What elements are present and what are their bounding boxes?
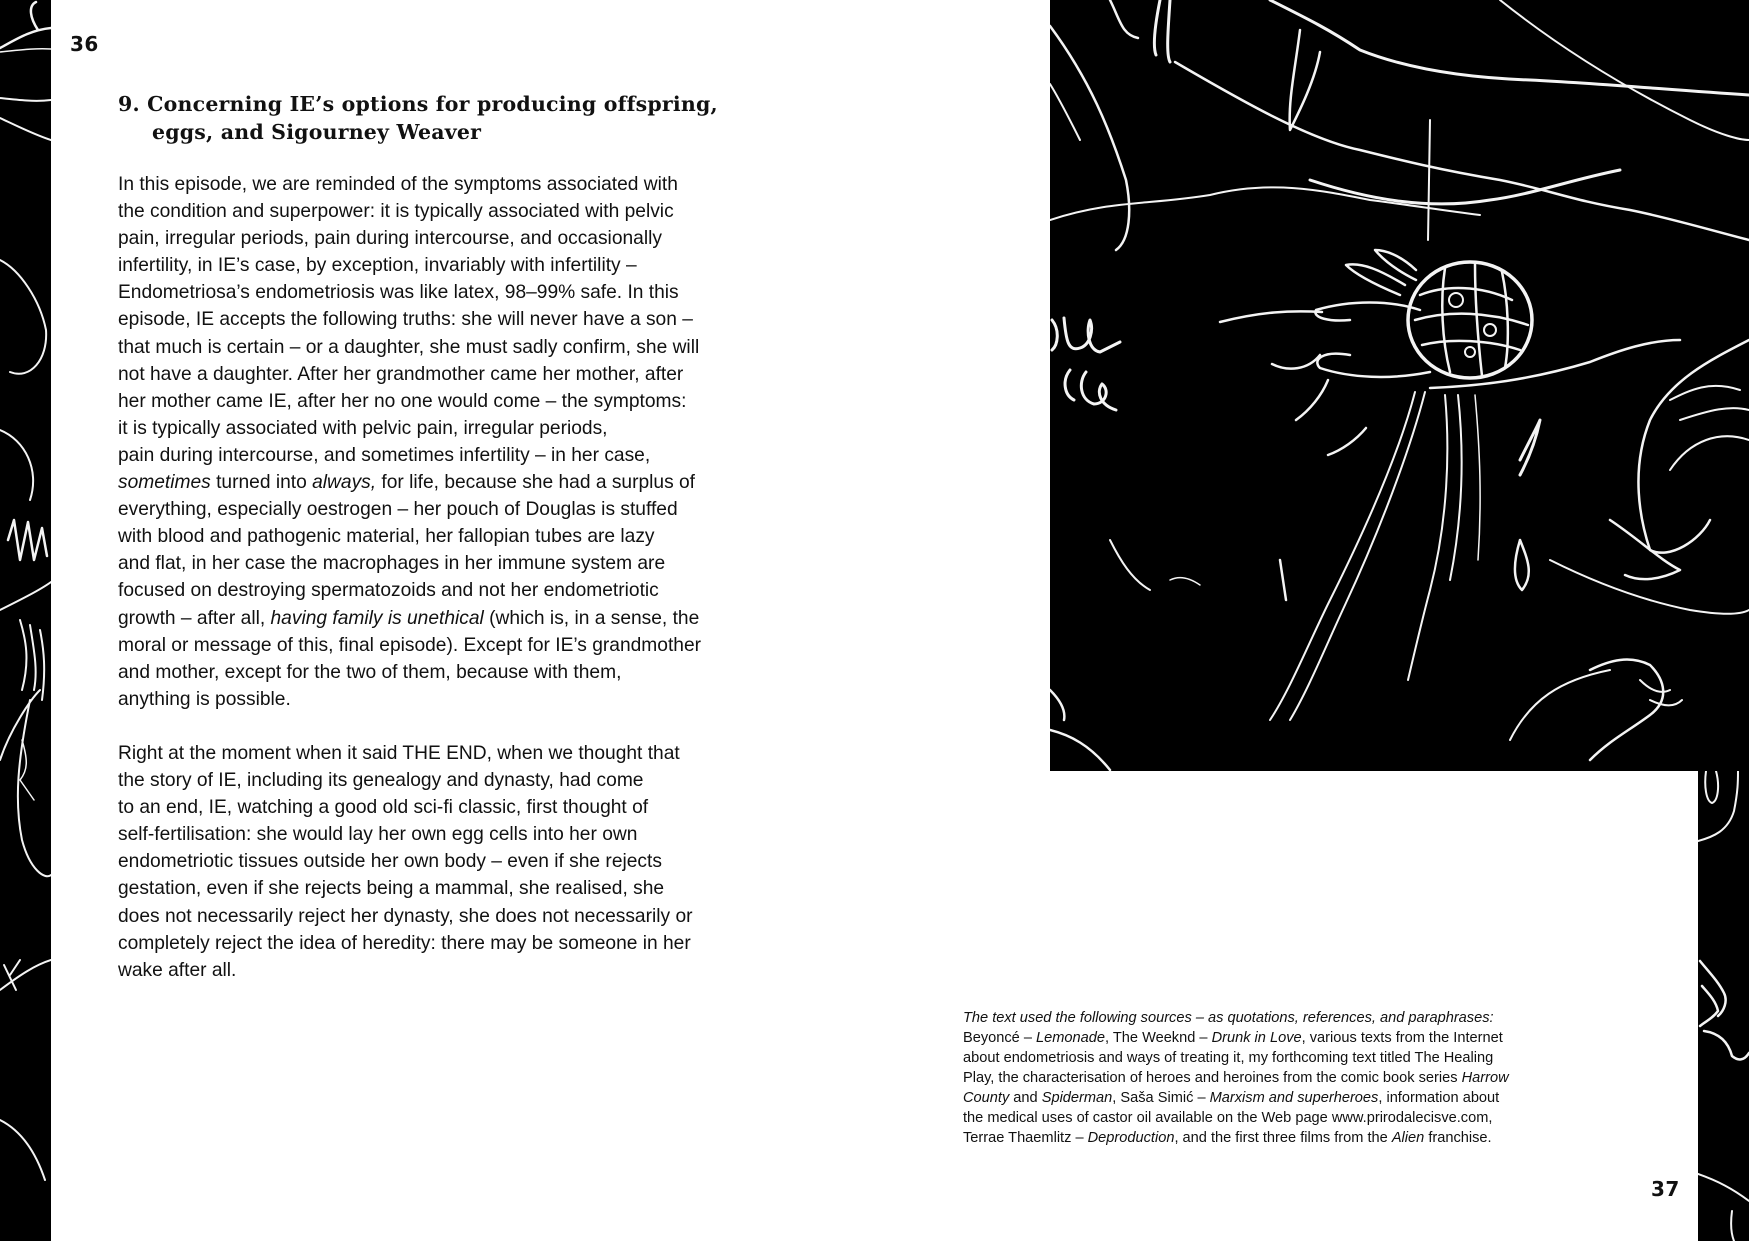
text-run: not have a daughter. After her grandmother came her mother, after (118, 363, 684, 385)
italic-text-run: Spiderman (1041, 1090, 1113, 1106)
body-line (118, 550, 798, 577)
text-run: endometriotic tissues outside her own body – even if she rejects (118, 851, 662, 873)
footnote-line (963, 1108, 1683, 1128)
text-run: infertility, in IE’s case, by exception, invariably with infertility – (118, 255, 637, 277)
body-line (118, 442, 798, 469)
body-line (118, 361, 798, 388)
body-line (118, 252, 798, 279)
text-run: and mother, except for the two of them, because with them, (118, 661, 622, 683)
body-line (118, 659, 798, 686)
text-run: the story of IE, including its genealogy and dynasty, had come (118, 770, 644, 792)
sources-footnote (963, 1008, 1683, 1148)
body-line (118, 523, 798, 550)
text-run: , Saša Simić – (1112, 1090, 1210, 1106)
text-run: Beyoncé – (963, 1030, 1037, 1046)
text-run: it is typically associated with pelvic pain, irregular periods, (118, 417, 608, 439)
footnote-line (963, 1008, 1683, 1028)
section-heading (118, 90, 818, 146)
italic-text-run: Deproduction (1087, 1130, 1175, 1146)
footnote-line (963, 1068, 1683, 1088)
italic-text-run: Alien (1391, 1130, 1425, 1146)
text-run: franchise. (1424, 1130, 1492, 1146)
right-strip-sketch (1698, 771, 1749, 1241)
text-run: episode, IE accepts the following truths: she will never have a son – (118, 309, 693, 331)
body-line (118, 415, 798, 442)
body-line (118, 767, 798, 794)
text-run: , and the first three films from the (1174, 1130, 1392, 1146)
body-line (118, 848, 798, 875)
text-run: Right at the moment when it said THE END, when we thought that (118, 742, 680, 764)
body-line (118, 875, 798, 902)
body-line (118, 388, 798, 415)
left-margin-artwork-strip (0, 0, 51, 1241)
body-paragraph (118, 740, 798, 984)
italic-text-run: always, (312, 472, 377, 494)
text-run: , various texts from the Internet (1301, 1030, 1503, 1046)
body-line (118, 279, 798, 306)
text-run: Terrae Thaemlitz – (963, 1130, 1088, 1146)
body-paragraph (118, 171, 798, 713)
left-strip-sketch (0, 0, 51, 1241)
body-line (118, 225, 798, 252)
text-run: about endometriosis and ways of treating it, my forthcoming text titled The Healing (963, 1050, 1494, 1066)
text-run: and (1009, 1090, 1042, 1106)
text-run: completely reject the idea of heredity: there may be someone in her (118, 932, 691, 954)
body-line (118, 306, 798, 333)
right-margin-artwork-strip (1698, 771, 1749, 1241)
body-line (118, 957, 798, 984)
text-run: (which is, in a sense, the (483, 607, 700, 629)
body-line (118, 632, 798, 659)
text-run: does not necessarily reject her dynasty, she does not necessarily or (118, 905, 693, 927)
text-run: wake after all. (118, 959, 237, 981)
body-line (118, 577, 798, 604)
text-run: pain, irregular periods, pain during intercourse, and occasionally (118, 228, 662, 250)
body-line (118, 469, 798, 496)
heading-line: eggs, and Sigourney Weaver (152, 120, 482, 144)
text-run: the medical uses of castor oil available on the Web page www.prirodalecisve.com, (963, 1110, 1493, 1126)
text-run: the condition and superpower: it is typically associated with pelvic (118, 201, 674, 223)
footnote-line (963, 1028, 1683, 1048)
footnote-line (963, 1128, 1683, 1148)
text-run: focused on destroying spermatozoids and not her endometriotic (118, 580, 659, 602)
text-run: , information about (1378, 1090, 1500, 1106)
italic-text-run: Harrow (1461, 1070, 1509, 1086)
text-run: to an end, IE, watching a good old sci-fi classic, first thought of (118, 797, 649, 819)
body-line (118, 740, 798, 767)
text-run: Endometriosa’s endometriosis was like latex, 98–99% safe. In this (118, 282, 679, 304)
text-run: and flat, in her case the macrophages in her immune system are (118, 553, 666, 575)
jellyfish-sketch-artwork (1050, 0, 1749, 771)
text-run: In this episode, we are reminded of the symptoms associated with (118, 174, 678, 195)
body-line (118, 198, 798, 225)
text-run: turned into (210, 472, 313, 494)
text-run: self-fertilisation: she would lay her own egg cells into her own (118, 824, 638, 846)
text-run: with blood and pathogenic material, her fallopian tubes are lazy (118, 526, 655, 548)
text-run: for life, because she had a surplus of (376, 472, 696, 494)
body-line (118, 496, 798, 523)
body-line (118, 171, 798, 198)
page-number-right: 37 (1651, 1177, 1680, 1201)
footnote-line (963, 1048, 1683, 1068)
text-run: Play, the characterisation of heroes and heroines from the comic book series (963, 1070, 1462, 1086)
text-run: gestation, even if she rejects being a mammal, she realised, she (118, 878, 665, 900)
italic-text-run: Drunk in Love (1211, 1030, 1302, 1046)
jellyfish-sketch (1050, 0, 1749, 771)
heading-line: 9. Concerning IE’s options for producing offspring, (118, 92, 718, 116)
footnote-line (963, 1088, 1683, 1108)
body-line (118, 930, 798, 957)
body-line (118, 605, 798, 632)
italic-text-run: Marxism and superheroes (1209, 1090, 1379, 1106)
italic-text-run: The text used the following sources – as quotations, references, and paraphrases: (963, 1010, 1494, 1026)
text-run: everything, especially oestrogen – her pouch of Douglas is stuffed (118, 499, 678, 521)
text-run: growth – after all, (118, 607, 271, 629)
body-line (118, 903, 798, 930)
body-text (118, 171, 798, 1011)
text-run: that much is certain – or a daughter, she must sadly confirm, she will (118, 336, 700, 358)
italic-text-run: County (963, 1090, 1010, 1106)
text-run: anything is possible. (118, 688, 291, 710)
body-line (118, 821, 798, 848)
body-line (118, 794, 798, 821)
page-number-left: 36 (70, 32, 99, 56)
text-run: moral or message of this, final episode). Except for IE’s grandmother (118, 634, 702, 656)
italic-text-run: Lemonade (1036, 1030, 1106, 1046)
body-line (118, 686, 798, 713)
text-run: her mother came IE, after her no one would come – the symptoms: (118, 390, 687, 412)
body-line (118, 334, 798, 361)
text-run: pain during intercourse, and sometimes infertility – in her case, (118, 444, 651, 466)
italic-text-run: having family is unethical (270, 607, 484, 629)
text-run: , The Weeknd – (1105, 1030, 1212, 1046)
italic-text-run: sometimes (118, 472, 211, 494)
